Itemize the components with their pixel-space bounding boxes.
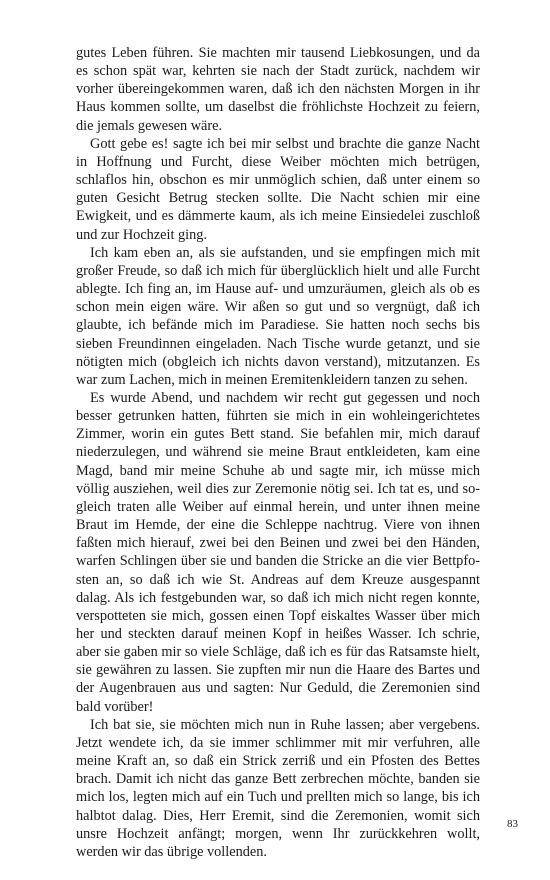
paragraph-4: Es wurde Abend, und nachdem wir recht gut gegessen und noch besser getrunken hatten, führten sie mich in ein wohleingerichtetes Zimmer, worin ein gutes Bett stand. Sie befahlen mir, mich darauf niederzulegen, und während sie meine Braut entkleideten, kam eine Magd, band mir meine Schuhe ab und sagte mir, ich müsse mich völlig ausziehen, weil dies zur Zeremonie nötig sei. Ich tat es, und sogleich traten alle Weiber auf einmal herein, und unter ihnen meine Braut im Hemde, der eine die Schleppe nachtrug. Viere von ihnen faßten mich hierauf, zwei bei den Beinen und zwei bei den Händen, warfen Schlingen über sie und banden die Stricke an die vier Bettpfosten an, so daß ich wie St. Andreas auf dem Kreuze ausgespannt dalag. Als ich festgebunden war, so daß ich mich nicht regen konnte, verspotteten sie mich, gossen einen Topf eiskaltes Wasser über mich her und steckten darauf meinen Kopf in heißes Wasser. Ich schrie, aber sie gaben mir so viele Schläge, daß ich es für das Ratsamste hielt, sie gewähren zu lassen. Sie zupften mir nun die Haare des Bartes und der Augenbrauen aus und sagten: Nur Geduld, die Zeremonien sind bald vorüber! bbox=[76, 389, 480, 715]
body-text bbox=[76, 44, 480, 861]
paragraph-1: gutes Leben führen. Sie machten mir tausend Liebkosungen, und da es schon spät war, kehrten sie nach der Stadt zurück, nachdem wir vorher übereingekommen waren, daß ich den nächsten Morgen in ihr Haus kommen sollte, um daselbst die fröhlichste Hochzeit zu feiern, die jemals gewesen wäre. bbox=[76, 45, 480, 134]
paragraph-5: Ich bat sie, sie möchten mich nun in Ruhe lassen; aber vergebens. Jetzt wendete ich, da sie immer schlimmer mit mir verfuhren, alle meine Kraft an, so daß ein Strick zerriß und ein Pfosten des Bettes brach. Damit ich nicht das ganze Bett zerbrechen möchte, banden sie mich los, legten mich auf ein Tuch und prellten mich so lange, bis ich halbtot dalag. Dies, Herr Eremit, sind die Zeremonien, womit sich unsre Hochzeit anfängt; morgen, wenn Ihr zurückkehren wollt, werden wir das übrige vollenden. bbox=[76, 716, 480, 860]
paragraph-3: Ich kam eben an, als sie aufstanden, und sie empfingen mich mit großer Freude, so daß ich mich für überglücklich hielt und alle Furcht ablegte. Ich fing an, im Hause auf- und umzuräumen, gleich als ob es schon mein eigen wäre. Wir aßen so gut und so vergnügt, daß ich glaubte, ich befände mich im Paradiese. Sie hatten noch sechs bis sieben Freundinnen eingeladen. Nach Tische wurde getanzt, und sie nötigten mich (obgleich ich nichts davon verstand), mitzutanzen. Es war zum Lachen, mich in meinen Eremitenkleidern tanzen zu sehen. bbox=[76, 244, 480, 388]
paragraph-2: Gott gebe es! sagte ich bei mir selbst und brachte die ganze Nacht in Hoffnung und Furcht, diese Weiber möchten mich betrügen, schlaflos hin, obschon es mir unmöglich schien, daß unter einem so guten Gesicht Betrug stecken sollte. Die Nacht schien mir eine Ewigkeit, und es dämmerte kaum, als ich meine Einsiedelei zuschloß und zur Hochzeit ging. bbox=[76, 135, 480, 243]
page-number: 83 bbox=[507, 818, 518, 830]
